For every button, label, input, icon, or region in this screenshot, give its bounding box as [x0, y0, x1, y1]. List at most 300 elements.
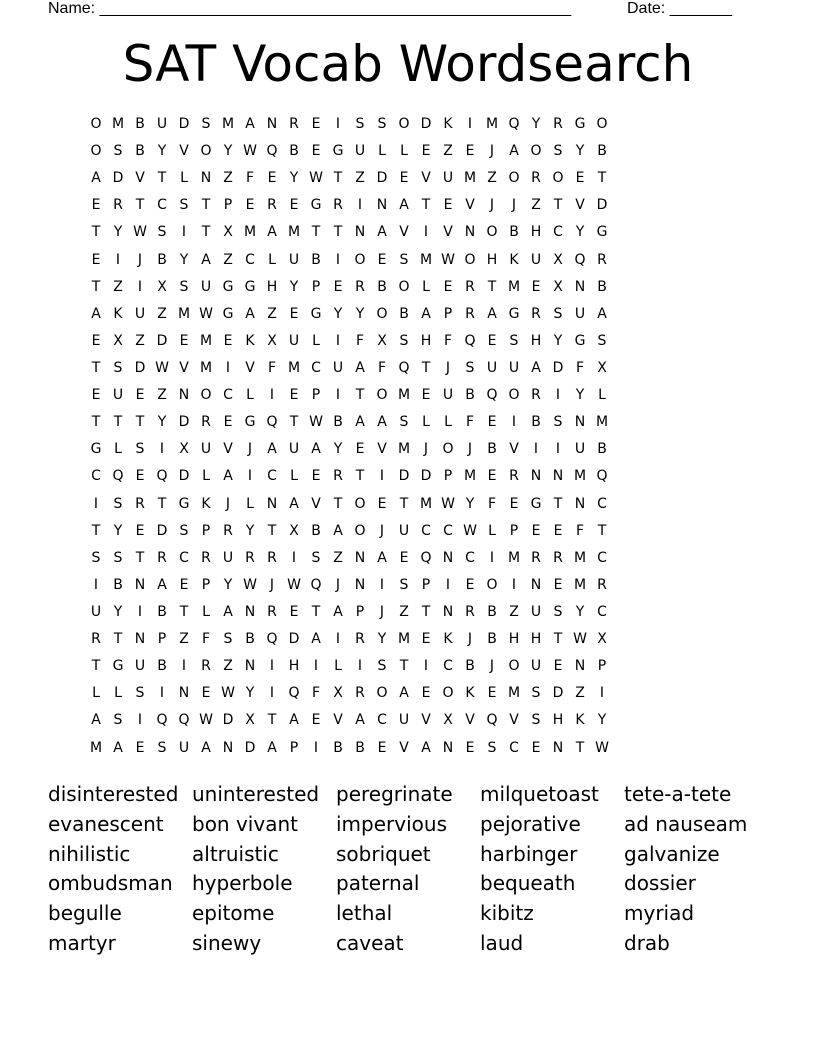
- grid-letter: X: [157, 278, 167, 295]
- grid-letter: V: [465, 197, 475, 214]
- grid-letter: I: [159, 685, 165, 702]
- grid-letter: S: [179, 522, 189, 539]
- grid-letter: T: [487, 278, 497, 295]
- grid-letter: W: [463, 522, 477, 539]
- grid-letter: P: [289, 739, 299, 756]
- grid-letter: N: [574, 658, 586, 675]
- grid-letter: E: [377, 495, 387, 512]
- grid-letter: E: [289, 305, 299, 322]
- grid-letter: O: [376, 387, 388, 404]
- grid-letter: A: [91, 712, 101, 729]
- grid-letter: T: [267, 522, 277, 539]
- grid-letter: L: [378, 143, 386, 160]
- grid-letter: L: [114, 685, 122, 702]
- grid-letter: B: [135, 143, 145, 160]
- grid-letter: Y: [465, 495, 475, 512]
- grid-letter: G: [310, 197, 322, 214]
- grid-letter: G: [596, 224, 608, 241]
- grid-letter: Y: [245, 522, 255, 539]
- grid-letter: U: [200, 278, 212, 295]
- grid-letter: S: [113, 359, 123, 376]
- grid-letter: B: [311, 522, 321, 539]
- grid-letter: I: [247, 468, 253, 485]
- grid-letter: I: [313, 658, 319, 675]
- grid-letter: P: [421, 576, 431, 593]
- grid-letter: I: [357, 197, 363, 214]
- grid-letter: T: [179, 603, 189, 620]
- grid-letter: N: [574, 414, 586, 431]
- word-list-item: drab: [624, 930, 670, 955]
- grid-letter: X: [179, 441, 189, 458]
- grid-letter: E: [399, 170, 409, 187]
- grid-letter: L: [202, 468, 210, 485]
- word-list-row: [48, 869, 768, 899]
- grid-letter: J: [467, 441, 473, 458]
- grid-letter: B: [333, 414, 343, 431]
- grid-letter: I: [291, 549, 297, 566]
- grid-letter: P: [223, 197, 233, 214]
- grid-letter: Y: [113, 224, 123, 241]
- grid-letter: L: [246, 495, 254, 512]
- grid-letter: R: [465, 278, 475, 295]
- grid-letter: E: [443, 197, 453, 214]
- grid-letter: R: [465, 305, 475, 322]
- grid-letter: R: [267, 603, 277, 620]
- grid-letter: T: [355, 468, 365, 485]
- grid-letter: J: [225, 495, 231, 512]
- grid-letter: Y: [575, 387, 585, 404]
- grid-letter: B: [487, 603, 497, 620]
- grid-letter: B: [289, 143, 299, 160]
- grid-letter: Y: [333, 441, 343, 458]
- grid-letter: D: [552, 685, 564, 702]
- grid-letter: T: [399, 495, 409, 512]
- grid-letter: H: [288, 658, 300, 675]
- grid-letter: E: [377, 251, 387, 268]
- grid-letter: A: [377, 414, 387, 431]
- grid-letter: E: [421, 631, 431, 648]
- grid-letter: A: [531, 359, 541, 376]
- grid-letter: S: [157, 224, 167, 241]
- grid-letter: R: [91, 631, 101, 648]
- grid-letter: T: [157, 170, 167, 187]
- grid-letter: E: [465, 143, 475, 160]
- grid-letter: E: [135, 387, 145, 404]
- grid-letter: E: [267, 170, 277, 187]
- grid-row: [85, 602, 745, 629]
- grid-letter: E: [223, 332, 233, 349]
- grid-letter: M: [485, 116, 499, 132]
- grid-letter: R: [553, 116, 563, 132]
- grid-row: [85, 656, 745, 683]
- grid-letter: O: [354, 251, 366, 268]
- grid-letter: W: [243, 576, 257, 593]
- grid-letter: E: [311, 116, 321, 132]
- grid-letter: H: [486, 251, 498, 268]
- grid-letter: T: [553, 197, 563, 214]
- grid-letter: B: [487, 631, 497, 648]
- grid-letter: E: [179, 576, 189, 593]
- grid-letter: V: [509, 712, 519, 729]
- grid-letter: J: [445, 359, 451, 376]
- grid-letter: I: [511, 576, 517, 593]
- grid-letter: O: [596, 116, 608, 132]
- grid-letter: U: [508, 359, 520, 376]
- grid-letter: Y: [245, 685, 255, 702]
- grid-letter: Z: [223, 170, 233, 187]
- word-list-item: uninterested: [192, 782, 320, 806]
- grid-letter: W: [309, 170, 323, 187]
- grid-letter: A: [597, 305, 607, 322]
- grid-letter: G: [574, 332, 586, 349]
- grid-letter: N: [134, 576, 146, 593]
- grid-letter: O: [508, 658, 520, 675]
- grid-letter: B: [597, 441, 607, 458]
- grid-letter: X: [267, 332, 277, 349]
- grid-letter: A: [91, 305, 101, 322]
- grid-letter: S: [135, 685, 145, 702]
- grid-letter: U: [530, 658, 542, 675]
- grid-letter: E: [487, 414, 497, 431]
- grid-letter: T: [553, 495, 563, 512]
- letter-grid: [85, 114, 745, 765]
- grid-letter: U: [332, 359, 344, 376]
- grid-letter: B: [311, 251, 321, 268]
- grid-letter: K: [245, 332, 255, 349]
- grid-letter: O: [530, 143, 542, 160]
- grid-letter: R: [267, 197, 277, 214]
- grid-letter: T: [333, 224, 343, 241]
- grid-letter: U: [134, 305, 146, 322]
- grid-letter: T: [575, 739, 585, 756]
- grid-letter: T: [553, 631, 563, 648]
- grid-letter: O: [508, 387, 520, 404]
- grid-letter: E: [487, 468, 497, 485]
- grid-letter: I: [335, 116, 341, 132]
- grid-letter: E: [311, 712, 321, 729]
- grid-letter: Z: [443, 143, 453, 160]
- word-list-item: galvanize: [624, 841, 720, 866]
- word-list-item: caveat: [336, 930, 404, 955]
- grid-letter: P: [201, 522, 211, 539]
- grid-letter: N: [442, 603, 454, 620]
- grid-letter: W: [595, 739, 609, 756]
- grid-letter: N: [552, 468, 564, 485]
- grid-letter: O: [90, 116, 102, 132]
- word-list-item: martyr: [48, 930, 116, 955]
- grid-letter: N: [552, 739, 564, 756]
- grid-letter: T: [421, 197, 431, 214]
- grid-letter: E: [553, 576, 563, 593]
- grid-letter: H: [266, 278, 278, 295]
- grid-letter: G: [332, 143, 344, 160]
- grid-letter: E: [135, 739, 145, 756]
- word-list: [48, 780, 768, 959]
- grid-letter: C: [509, 739, 519, 756]
- grid-letter: U: [442, 387, 454, 404]
- grid-letter: W: [287, 576, 301, 593]
- grid-letter: S: [113, 143, 123, 160]
- grid-letter: S: [553, 414, 563, 431]
- grid-letter: W: [221, 685, 235, 702]
- grid-letter: I: [269, 387, 275, 404]
- grid-row: [85, 277, 745, 304]
- grid-letter: Z: [575, 685, 585, 702]
- grid-letter: C: [553, 224, 563, 241]
- grid-letter: F: [311, 685, 321, 702]
- word-list-item: tete-a-tete: [624, 782, 732, 806]
- grid-letter: L: [400, 143, 408, 160]
- grid-letter: N: [244, 658, 256, 675]
- grid-letter: T: [135, 197, 145, 214]
- grid-letter: S: [399, 332, 409, 349]
- grid-letter: X: [377, 332, 387, 349]
- grid-letter: Q: [156, 468, 168, 485]
- grid-letter: A: [267, 441, 277, 458]
- grid-letter: S: [113, 495, 123, 512]
- grid-letter: E: [377, 739, 387, 756]
- grid-letter: A: [333, 522, 343, 539]
- grid-letter: T: [421, 359, 431, 376]
- grid-letter: B: [487, 441, 497, 458]
- grid-letter: U: [530, 603, 542, 620]
- grid-letter: D: [244, 739, 256, 756]
- grid-letter: E: [421, 387, 431, 404]
- grid-letter: D: [178, 468, 190, 485]
- grid-letter: M: [199, 332, 213, 349]
- grid-row: [85, 548, 745, 575]
- grid-letter: V: [399, 739, 409, 756]
- grid-letter: W: [199, 305, 213, 322]
- grid-letter: N: [530, 576, 542, 593]
- grid-letter: M: [111, 116, 125, 132]
- grid-letter: M: [397, 387, 411, 404]
- grid-letter: R: [157, 549, 167, 566]
- word-list-item: sinewy: [192, 930, 262, 955]
- name-field-label: Name: _____________________________________________________: [48, 0, 572, 17]
- grid-letter: X: [553, 251, 563, 268]
- grid-row: [85, 114, 745, 141]
- word-list-item: disinterested: [48, 782, 179, 806]
- grid-letter: O: [200, 143, 212, 160]
- grid-letter: B: [135, 116, 145, 132]
- grid-row: [85, 575, 745, 602]
- grid-letter: R: [355, 278, 365, 295]
- grid-letter: Y: [355, 305, 365, 322]
- grid-letter: A: [157, 576, 167, 593]
- grid-letter: T: [91, 522, 101, 539]
- grid-letter: O: [376, 685, 388, 702]
- grid-letter: G: [508, 305, 520, 322]
- grid-letter: N: [200, 170, 212, 187]
- grid-letter: A: [399, 685, 409, 702]
- grid-letter: L: [312, 332, 320, 349]
- grid-row: [85, 385, 745, 412]
- grid-letter: Z: [399, 603, 409, 620]
- grid-letter: I: [555, 441, 561, 458]
- grid-letter: T: [333, 495, 343, 512]
- grid-letter: I: [423, 224, 429, 241]
- grid-letter: R: [531, 170, 541, 187]
- grid-letter: R: [267, 549, 277, 566]
- grid-letter: E: [311, 143, 321, 160]
- grid-letter: U: [398, 522, 410, 539]
- grid-letter: G: [178, 495, 190, 512]
- page-title: SAT Vocab Wordsearch: [122, 35, 694, 93]
- grid-letter: D: [376, 170, 388, 187]
- grid-letter: T: [135, 414, 145, 431]
- grid-letter: A: [377, 224, 387, 241]
- grid-letter: M: [507, 685, 521, 702]
- grid-letter: E: [553, 522, 563, 539]
- grid-letter: U: [156, 116, 168, 132]
- grid-letter: I: [335, 631, 341, 648]
- grid-letter: N: [354, 576, 366, 593]
- grid-letter: Y: [531, 116, 541, 132]
- grid-letter: Q: [156, 712, 168, 729]
- grid-letter: U: [398, 712, 410, 729]
- grid-letter: P: [201, 576, 211, 593]
- grid-letter: S: [487, 739, 497, 756]
- grid-letter: E: [311, 468, 321, 485]
- grid-letter: L: [180, 170, 188, 187]
- grid-letter: E: [289, 387, 299, 404]
- grid-letter: M: [287, 359, 301, 376]
- grid-row: [85, 412, 745, 439]
- grid-letter: E: [289, 603, 299, 620]
- grid-letter: N: [178, 387, 190, 404]
- grid-letter: Z: [267, 305, 277, 322]
- grid-letter: O: [486, 224, 498, 241]
- grid-letter: A: [311, 441, 321, 458]
- grid-letter: Q: [420, 549, 432, 566]
- grid-row: [85, 494, 745, 521]
- grid-letter: G: [90, 441, 102, 458]
- grid-letter: F: [575, 359, 585, 376]
- grid-letter: D: [178, 414, 190, 431]
- grid-letter: T: [201, 224, 211, 241]
- grid-letter: I: [599, 685, 605, 702]
- grid-letter: J: [423, 441, 429, 458]
- grid-letter: V: [421, 712, 431, 729]
- grid-letter: U: [442, 170, 454, 187]
- grid-letter: P: [597, 658, 607, 675]
- grid-letter: R: [531, 387, 541, 404]
- grid-letter: C: [597, 549, 607, 566]
- grid-letter: F: [245, 170, 255, 187]
- grid-letter: B: [465, 387, 475, 404]
- grid-letter: L: [422, 278, 430, 295]
- grid-letter: I: [115, 251, 121, 268]
- grid-letter: R: [355, 685, 365, 702]
- grid-letter: B: [113, 576, 123, 593]
- grid-letter: S: [179, 278, 189, 295]
- word-list-item: epitome: [192, 901, 275, 926]
- grid-letter: F: [487, 495, 497, 512]
- grid-letter: C: [465, 549, 475, 566]
- grid-letter: V: [135, 170, 145, 187]
- grid-row: [85, 195, 745, 222]
- word-list-item: nihilistic: [48, 841, 131, 866]
- grid-letter: Y: [377, 631, 387, 648]
- grid-letter: P: [443, 468, 453, 485]
- word-list-item: ad nauseam: [624, 811, 748, 836]
- grid-letter: V: [377, 441, 387, 458]
- grid-letter: G: [222, 305, 234, 322]
- grid-letter: D: [134, 359, 146, 376]
- grid-letter: Z: [333, 549, 343, 566]
- grid-letter: X: [553, 278, 563, 295]
- grid-row: [85, 358, 745, 385]
- grid-row: [85, 521, 745, 548]
- grid-letter: L: [334, 658, 342, 675]
- grid-letter: O: [486, 576, 498, 593]
- grid-letter: T: [421, 603, 431, 620]
- word-list-item: dossier: [624, 871, 696, 896]
- grid-letter: R: [113, 197, 123, 214]
- grid-letter: Y: [113, 522, 123, 539]
- grid-letter: E: [443, 278, 453, 295]
- word-list-row: [48, 929, 768, 959]
- grid-letter: U: [288, 251, 300, 268]
- grid-letter: Q: [508, 116, 520, 132]
- grid-letter: Q: [486, 387, 498, 404]
- grid-letter: C: [245, 251, 255, 268]
- grid-letter: U: [574, 441, 586, 458]
- grid-letter: Y: [157, 143, 167, 160]
- grid-letter: M: [177, 305, 191, 322]
- grid-letter: M: [287, 224, 301, 241]
- grid-letter: N: [354, 549, 366, 566]
- grid-letter: O: [354, 495, 366, 512]
- grid-letter: D: [288, 631, 300, 648]
- grid-letter: I: [467, 116, 473, 132]
- grid-letter: H: [530, 631, 542, 648]
- grid-letter: U: [90, 603, 102, 620]
- word-list-row: [48, 840, 768, 870]
- grid-letter: I: [269, 685, 275, 702]
- grid-letter: I: [225, 359, 231, 376]
- grid-letter: E: [135, 522, 145, 539]
- grid-letter: V: [509, 441, 519, 458]
- grid-letter: Y: [597, 712, 607, 729]
- grid-letter: D: [596, 197, 608, 214]
- grid-letter: Q: [178, 712, 190, 729]
- grid-letter: S: [399, 414, 409, 431]
- grid-letter: F: [443, 332, 453, 349]
- grid-letter: B: [377, 278, 387, 295]
- grid-row: [85, 466, 745, 493]
- grid-letter: A: [245, 116, 255, 132]
- grid-letter: E: [531, 278, 541, 295]
- grid-letter: W: [199, 712, 213, 729]
- grid-letter: S: [113, 712, 123, 729]
- grid-letter: U: [200, 441, 212, 458]
- grid-letter: U: [222, 549, 234, 566]
- grid-letter: A: [289, 495, 299, 512]
- word-list-item: kibitz: [480, 901, 534, 926]
- grid-letter: R: [531, 549, 541, 566]
- grid-letter: W: [441, 251, 455, 268]
- grid-letter: K: [201, 495, 211, 512]
- grid-letter: U: [354, 143, 366, 160]
- grid-letter: A: [223, 603, 233, 620]
- grid-letter: M: [397, 631, 411, 648]
- grid-letter: L: [92, 685, 100, 702]
- grid-letter: G: [222, 278, 234, 295]
- grid-letter: S: [553, 143, 563, 160]
- grid-letter: I: [335, 387, 341, 404]
